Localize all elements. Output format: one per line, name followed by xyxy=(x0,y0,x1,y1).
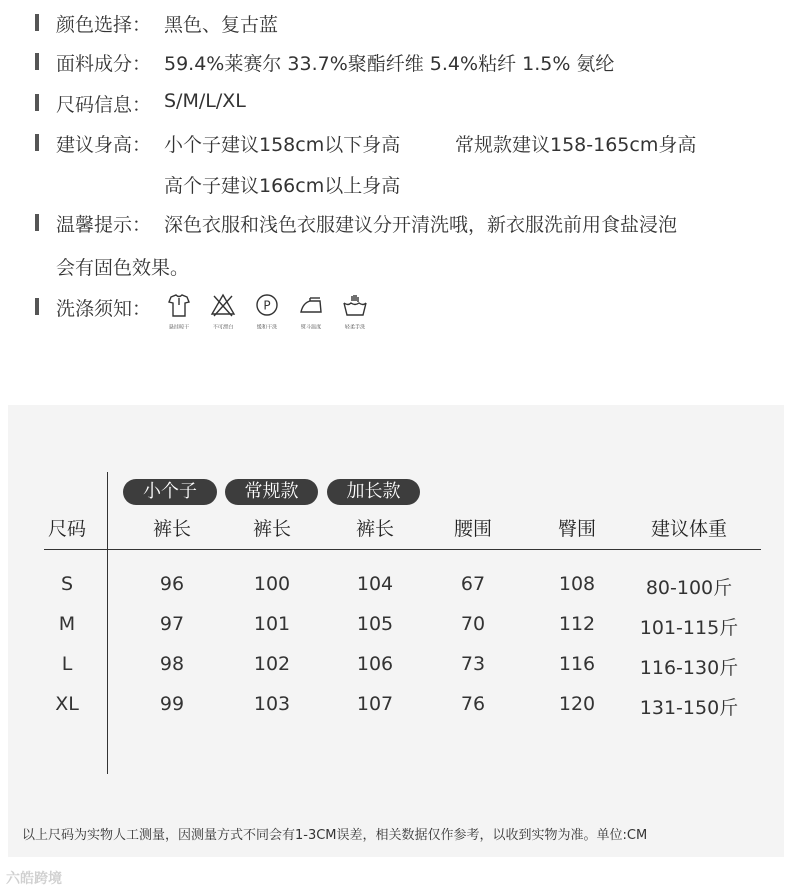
cell-waist: 70 xyxy=(460,613,486,635)
cell-length-regular: 100 xyxy=(253,573,291,595)
cell-length-petite: 99 xyxy=(159,693,185,715)
table-header-divider xyxy=(44,549,761,550)
cell-size: S xyxy=(60,573,74,595)
measurement-note: 以上尺码为实物人工测量，因测量方式不同会有1-3CM误差，相关数据仅作参考，以收到实物为准。单位:CM xyxy=(22,828,648,843)
cell-size: M xyxy=(58,613,76,635)
no-bleach-icon: 不可漂白 xyxy=(208,292,238,336)
cell-length-regular: 103 xyxy=(253,693,291,715)
iron-icon: 熨斗温度 xyxy=(296,292,326,336)
bullet-bar xyxy=(35,94,39,111)
bullet-bar xyxy=(35,14,39,31)
svg-text:P: P xyxy=(263,298,271,313)
pill-petite: 小个子 xyxy=(123,479,217,505)
cell-hip: 108 xyxy=(558,573,596,595)
tips-label: 温馨提示： xyxy=(56,214,152,236)
cell-length-regular: 102 xyxy=(253,653,291,675)
pill-regular: 常规款 xyxy=(225,479,318,505)
cell-length-long: 105 xyxy=(356,613,394,635)
cell-weight: 101-115斤 xyxy=(639,617,739,639)
cell-weight: 131-150斤 xyxy=(639,697,739,719)
cell-length-regular: 101 xyxy=(253,613,291,635)
header-hip: 臀围 xyxy=(557,518,596,540)
cell-weight: 80-100斤 xyxy=(645,577,733,599)
cell-hip: 116 xyxy=(558,653,596,675)
cell-length-petite: 97 xyxy=(159,613,185,635)
pill-long: 加长款 xyxy=(327,479,420,505)
cell-weight: 116-130斤 xyxy=(639,657,739,679)
care-label: 洗涤须知： xyxy=(56,298,152,320)
bullet-bar xyxy=(35,298,39,315)
fabric-label: 面料成分： xyxy=(56,53,152,75)
size-info-label: 尺码信息： xyxy=(56,94,152,116)
cell-size: XL xyxy=(55,693,79,715)
header-length-petite: 裤长 xyxy=(152,518,191,540)
color-value: 黑色、复古蓝 xyxy=(164,14,279,36)
height-regular: 常规款建议158-165cm身高 xyxy=(455,134,697,156)
cell-hip: 112 xyxy=(558,613,596,635)
fabric-value: 59.4%莱赛尔 33.7%聚酯纤维 5.4%粘纤 1.5% 氨纶 xyxy=(164,53,615,75)
height-petite: 小个子建议158cm以下身高 xyxy=(164,134,401,156)
cell-waist: 76 xyxy=(460,693,486,715)
watermark-text: 六皓跨境 xyxy=(6,871,62,887)
cell-length-long: 106 xyxy=(356,653,394,675)
hand-wash-icon: 轻柔手洗 xyxy=(340,292,370,336)
cell-length-long: 107 xyxy=(356,693,394,715)
size-info-value: S/M/L/XL xyxy=(164,90,246,112)
cell-hip: 120 xyxy=(558,693,596,715)
color-label: 颜色选择： xyxy=(56,14,152,36)
hang-dry-icon: 悬挂晾干 xyxy=(164,292,194,336)
header-waist: 腰围 xyxy=(453,518,492,540)
header-size: 尺码 xyxy=(47,518,86,540)
cell-length-petite: 98 xyxy=(159,653,185,675)
bullet-bar xyxy=(35,134,39,151)
care-icons xyxy=(164,292,370,336)
cell-waist: 73 xyxy=(460,653,486,675)
tips-value-cont: 会有固色效果。 xyxy=(56,257,190,279)
bullet-bar xyxy=(35,214,39,231)
tips-value: 深色衣服和浅色衣服建议分开清洗哦，新衣服洗前用食盐浸泡 xyxy=(164,214,678,236)
header-weight: 建议体重 xyxy=(650,518,727,540)
height-label: 建议身高： xyxy=(56,134,152,156)
height-tall: 高个子建议166cm以上身高 xyxy=(164,175,401,197)
dry-clean-p-icon: P 缓和干洗 xyxy=(252,292,282,336)
cell-length-long: 104 xyxy=(356,573,394,595)
header-length-regular: 裤长 xyxy=(252,518,291,540)
cell-size: L xyxy=(61,653,73,675)
bullet-bar xyxy=(35,53,39,70)
cell-waist: 67 xyxy=(460,573,486,595)
header-length-long: 裤长 xyxy=(355,518,394,540)
cell-length-petite: 96 xyxy=(159,573,185,595)
